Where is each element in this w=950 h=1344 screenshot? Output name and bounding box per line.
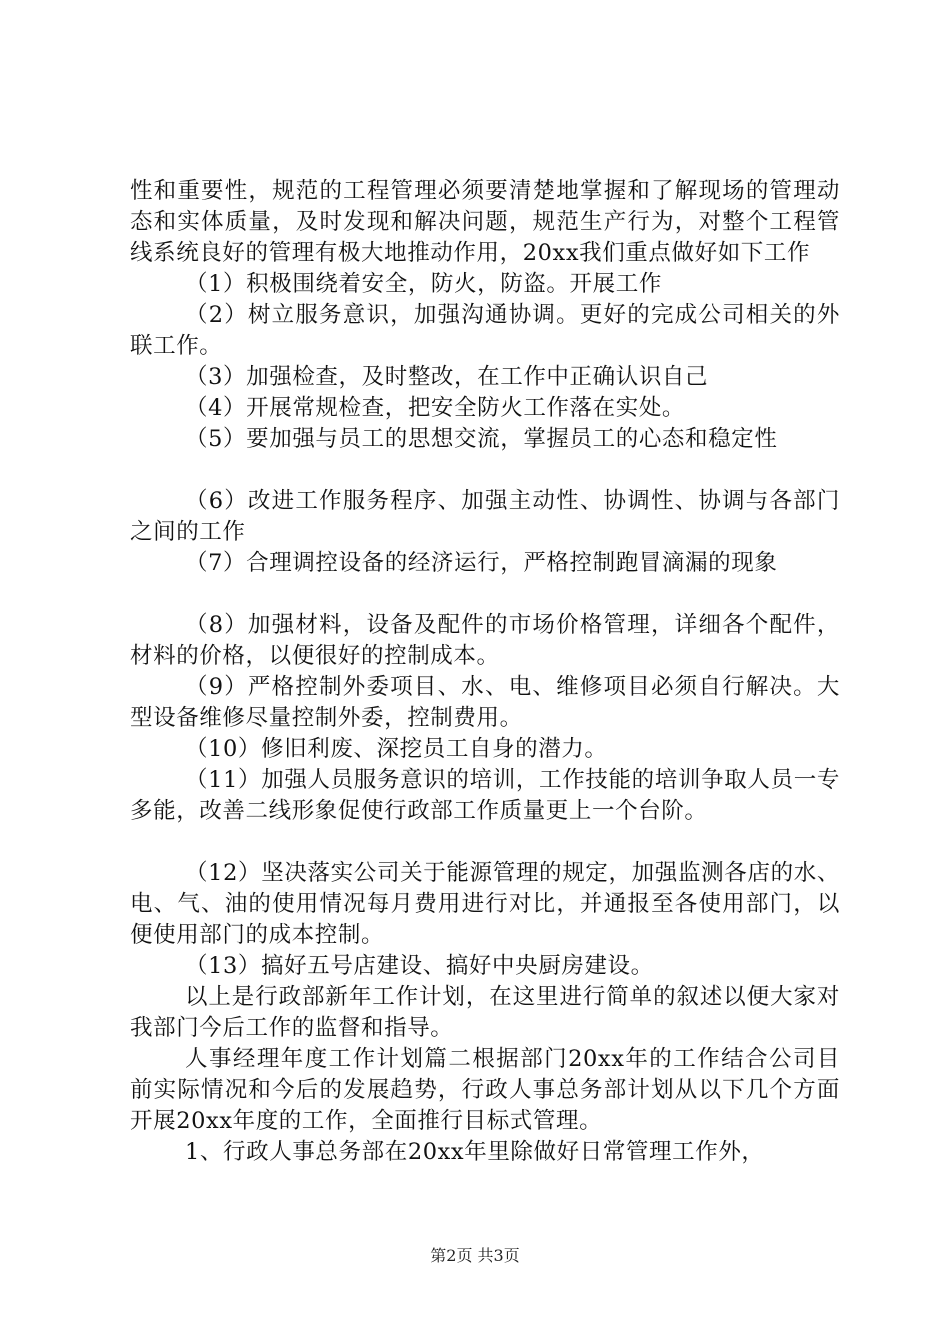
paragraph: （11）加强人员服务意识的培训，工作技能的培训争取人员一专多能，改善二线形象促使行政部工作质量更上一个台阶。 xyxy=(130,767,840,824)
paragraph: 性和重要性，规范的工程管理必须要清楚地掌握和了解现场的管理动态和实体质量，及时发现和解决问题，规范生产行为，对整个工程管线系统良好的管理有极大地推动作用，20xx我们重点做好如下工作 xyxy=(130,178,840,266)
paragraph: （7）合理调控设备的经济运行，严格控制跑冒滴漏的现象 xyxy=(185,550,778,576)
paragraph: （1）积极围绕着安全，防火，防盗。开展工作 xyxy=(185,271,662,297)
paragraph: （2）树立服务意识，加强沟通协调。更好的完成公司相关的外联工作。 xyxy=(130,302,840,359)
paragraph: 人事经理年度工作计划篇二根据部门20xx年的工作结合公司目前实际情况和今后的发展趋势，行政人事总务部计划从以下几个方面开展20xx年度的工作，全面推行目标式管理。 xyxy=(130,1046,840,1134)
paragraph: 1、行政人事总务部在20xx年里除做好日常管理工作外， xyxy=(185,1139,765,1165)
paragraph: （8）加强材料，设备及配件的市场价格管理，详细各个配件，材料的价格，以便很好的控制成本。 xyxy=(130,612,840,669)
paragraph: （10）修旧利废、深挖员工自身的潜力。 xyxy=(185,736,608,762)
paragraph: （4）开展常规检查，把安全防火工作落在实处。 xyxy=(185,395,686,421)
paragraph: （3）加强检查，及时整改，在工作中正确认识自己 xyxy=(185,364,709,390)
page-number-footer: 第2页 共3页 xyxy=(430,1246,520,1265)
document-body xyxy=(130,176,840,1168)
paragraph-spacer xyxy=(130,455,840,486)
paragraph: （9）严格控制外委项目、水、电、维修项目必须自行解决。大型设备维修尽量控制外委，控制费用。 xyxy=(130,674,840,731)
paragraph-spacer xyxy=(130,579,840,610)
paragraph: （5）要加强与员工的思想交流，掌握员工的心态和稳定性 xyxy=(185,426,778,452)
paragraph: （13）搞好五号店建设、搞好中央厨房建设。 xyxy=(185,953,654,979)
paragraph: （6）改进工作服务程序、加强主动性、协调性、协调与各部门之间的工作 xyxy=(130,488,840,545)
paragraph: 以上是行政部新年工作计划，在这里进行简单的叙述以便大家对我部门今后工作的监督和指导。 xyxy=(130,984,840,1041)
paragraph-spacer xyxy=(130,827,840,858)
paragraph: （12）坚决落实公司关于能源管理的规定，加强监测各店的水、电、气、油的使用情况每月费用进行对比，并通报至各使用部门，以便使用部门的成本控制。 xyxy=(130,860,840,948)
